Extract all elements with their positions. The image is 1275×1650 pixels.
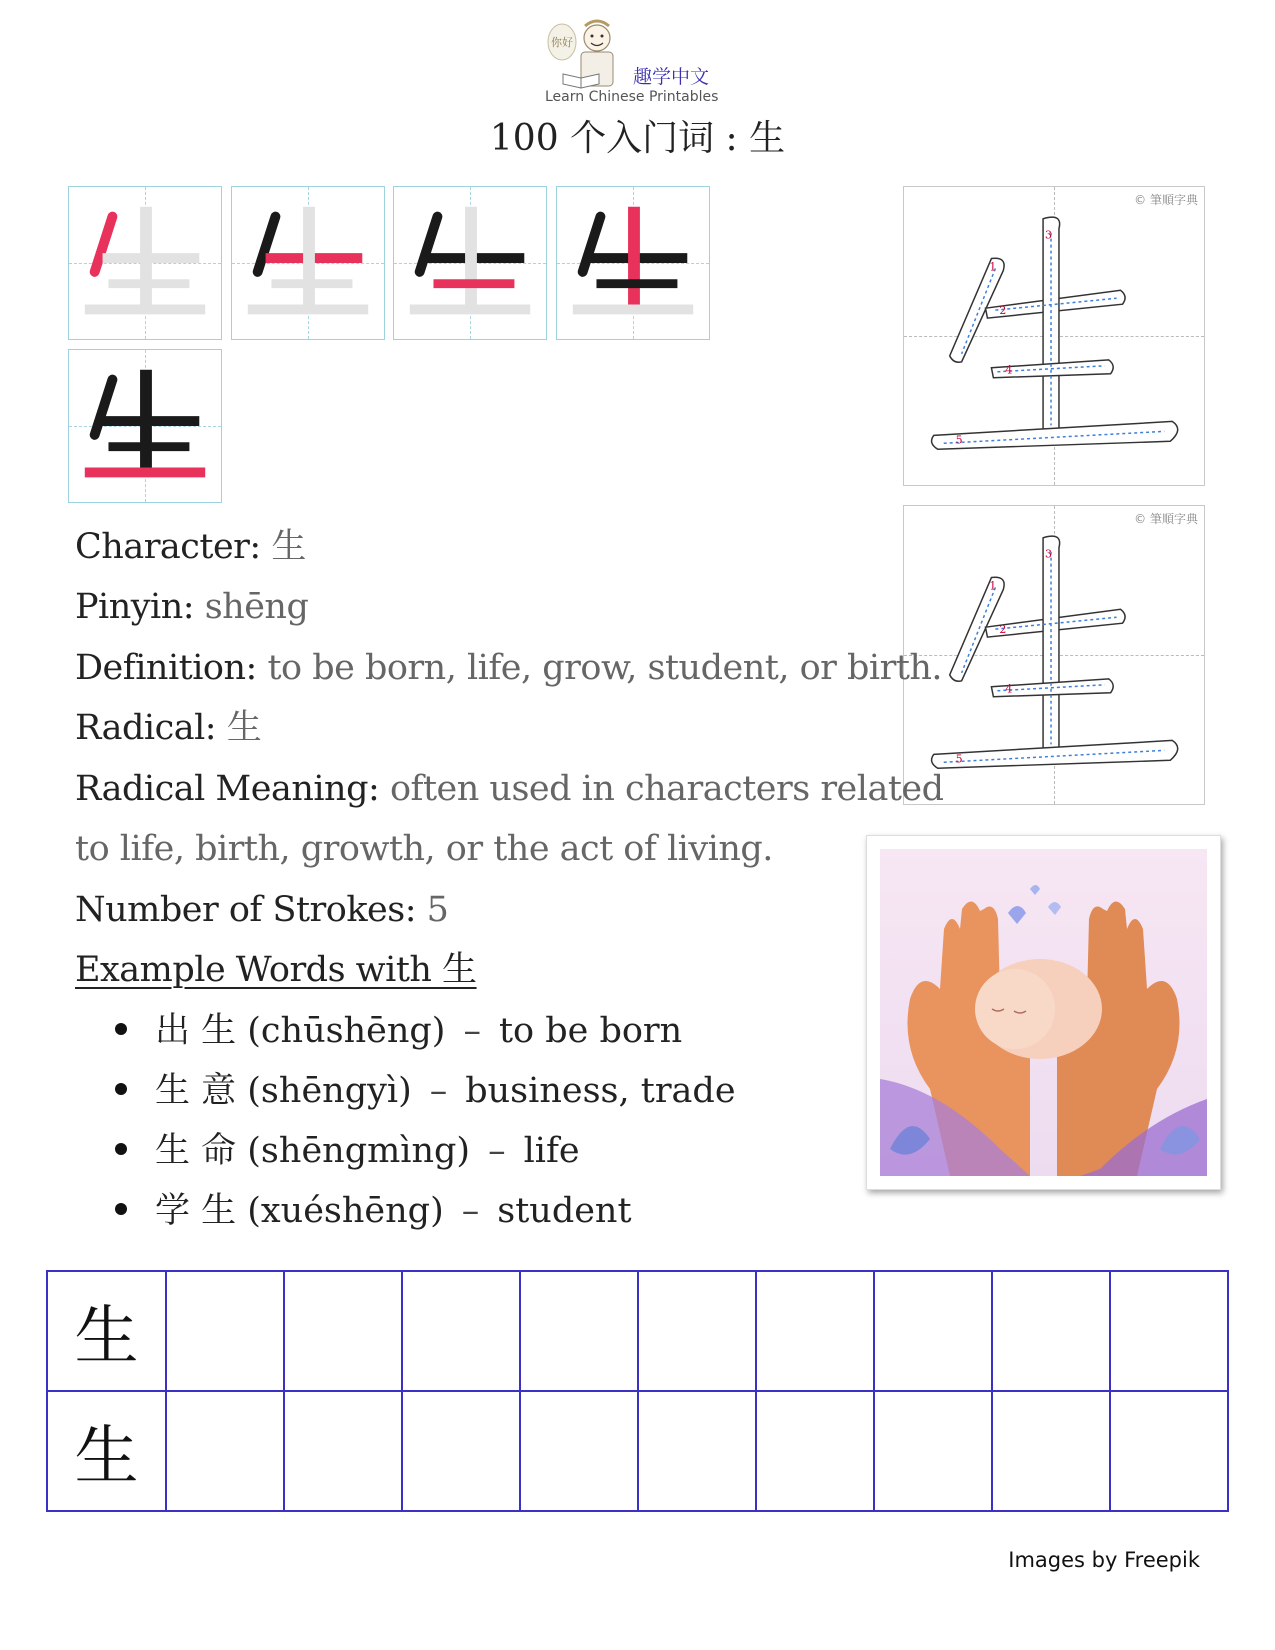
example-dash: – <box>461 1191 480 1231</box>
radical-meaning-line <box>75 769 944 809</box>
radical-line <box>75 708 262 748</box>
bullet-icon <box>115 1083 127 1095</box>
practice-cell[interactable] <box>1110 1271 1228 1391</box>
example-pinyin: (xuéshēng) <box>247 1191 444 1231</box>
practice-cell[interactable] <box>402 1391 520 1511</box>
example-pinyin: (shēngmìng) <box>247 1131 471 1171</box>
stroke-direction-diagram-1 <box>903 186 1205 486</box>
radical-meaning-value: often used in characters related <box>379 769 944 809</box>
brand-english-name: Learn Chinese Printables <box>545 89 719 105</box>
page-title: 100 个入门词 : 生 <box>489 118 786 159</box>
character-line <box>75 527 306 567</box>
definition-value: to be born, life, grow, student, or birth. <box>256 648 943 688</box>
example-meaning: life <box>523 1131 580 1171</box>
baby-in-hands-illustration <box>866 835 1221 1190</box>
stroke-number-3: 3 <box>1045 547 1053 561</box>
example-dash: – <box>488 1131 506 1171</box>
example-dash: – <box>429 1071 448 1111</box>
practice-row-2 <box>47 1391 1228 1511</box>
example-hanzi: 出 生 <box>155 1011 237 1051</box>
practice-cell[interactable] <box>284 1391 402 1511</box>
practice-cell-model: 生 <box>47 1271 166 1391</box>
radical-value: 生 <box>216 708 262 748</box>
example-hanzi: 学 生 <box>155 1191 237 1231</box>
example-dash: – <box>463 1011 481 1051</box>
brand-logo <box>545 14 740 110</box>
example-word-3 <box>115 1131 580 1171</box>
practice-cell[interactable] <box>756 1271 874 1391</box>
brand-chinese-name: 趣学中文 <box>633 66 710 88</box>
radical-meaning-continuation: to life, birth, growth, or the act of living. <box>75 829 773 869</box>
practice-cell[interactable] <box>402 1271 520 1391</box>
practice-cell[interactable] <box>520 1391 638 1511</box>
practice-cell[interactable] <box>166 1271 284 1391</box>
practice-cell[interactable] <box>166 1391 284 1511</box>
example-meaning: to be born <box>498 1011 683 1051</box>
stroke-direction-diagram-2 <box>903 505 1205 805</box>
stroke-number-2: 2 <box>999 304 1007 318</box>
example-meaning: business, trade <box>465 1071 736 1111</box>
stroke-number-4: 4 <box>1005 682 1013 696</box>
stroke-number-5: 5 <box>955 433 963 447</box>
practice-cell[interactable] <box>756 1391 874 1511</box>
practice-cell[interactable] <box>992 1391 1110 1511</box>
stroke-number-1: 1 <box>989 260 997 274</box>
character-label: Character: <box>75 527 261 567</box>
pinyin-label: Pinyin: <box>75 587 195 627</box>
practice-cell[interactable] <box>1110 1391 1228 1511</box>
stroke-step-1 <box>68 186 222 340</box>
diagram-copyright: © 筆順字典 <box>1134 193 1198 207</box>
strokes-line <box>75 890 449 930</box>
practice-cell[interactable] <box>284 1271 402 1391</box>
practice-cell-model: 生 <box>47 1391 166 1511</box>
stroke-step-2 <box>231 186 385 340</box>
writing-practice-grid <box>46 1270 1229 1512</box>
stroke-number-5: 5 <box>955 752 963 766</box>
example-pinyin: (chūshēng) <box>247 1011 446 1051</box>
stroke-step-5 <box>68 349 222 503</box>
logo-illustration <box>545 14 625 92</box>
pinyin-line <box>75 587 309 627</box>
practice-cell[interactable] <box>874 1271 992 1391</box>
diagram-copyright: © 筆順字典 <box>1134 512 1198 526</box>
logo-bubble-text: 你好 <box>551 36 573 49</box>
example-hanzi: 生 命 <box>155 1131 237 1171</box>
definition-label: Definition: <box>75 648 257 688</box>
example-word-4 <box>115 1191 632 1231</box>
stroke-number-4: 4 <box>1005 363 1013 377</box>
practice-cell[interactable] <box>638 1271 756 1391</box>
bullet-icon <box>115 1203 127 1215</box>
pinyin-value: shēng <box>194 587 309 627</box>
bullet-icon <box>115 1023 127 1035</box>
practice-cell[interactable] <box>874 1391 992 1511</box>
example-pinyin: (shēngyì) <box>247 1071 412 1111</box>
practice-cell[interactable] <box>638 1391 756 1511</box>
practice-cell[interactable] <box>520 1271 638 1391</box>
character-value: 生 <box>260 527 306 567</box>
image-credit: Images by Freepik <box>1008 1548 1200 1572</box>
bullet-icon <box>115 1143 127 1155</box>
example-meaning: student <box>497 1191 632 1231</box>
examples-heading: Example Words with 生 <box>75 950 477 990</box>
practice-row-1 <box>47 1271 1228 1391</box>
stroke-step-3 <box>393 186 547 340</box>
example-word-1 <box>115 1011 683 1051</box>
example-word-2 <box>115 1071 736 1111</box>
stroke-number-1: 1 <box>989 579 997 593</box>
radical-label: Radical: <box>75 708 217 748</box>
radical-meaning-label: Radical Meaning: <box>75 769 380 809</box>
example-hanzi: 生 意 <box>155 1071 237 1111</box>
strokes-value: 5 <box>416 890 449 930</box>
stroke-number-3: 3 <box>1045 228 1053 242</box>
practice-cell[interactable] <box>992 1271 1110 1391</box>
stroke-step-4 <box>556 186 710 340</box>
strokes-label: Number of Strokes: <box>75 890 416 930</box>
stroke-number-2: 2 <box>999 623 1007 637</box>
definition-line <box>75 648 943 688</box>
